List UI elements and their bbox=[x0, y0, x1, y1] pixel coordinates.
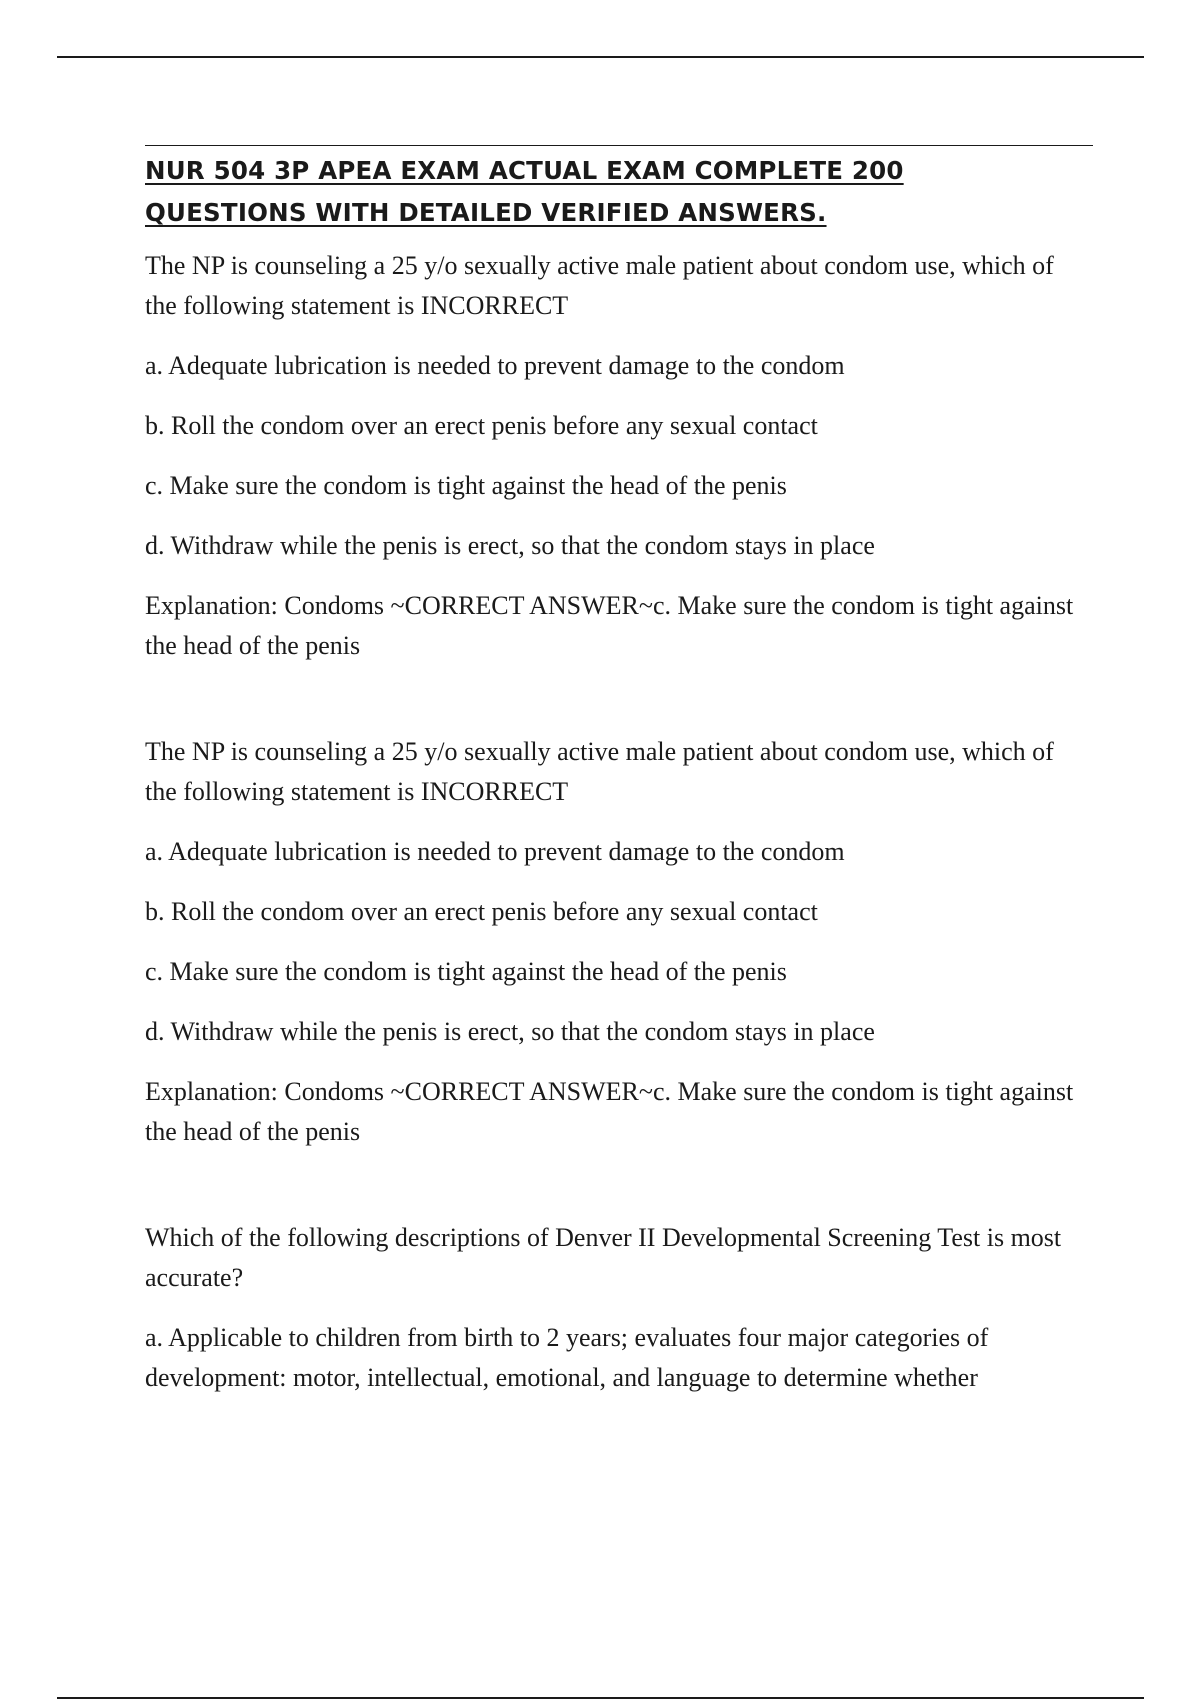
option-a: a. Adequate lubrication is needed to prevent damage to the condom bbox=[145, 351, 845, 380]
page-top-rule bbox=[57, 56, 1144, 58]
block-spacer bbox=[145, 686, 1085, 732]
option-b: b. Roll the condom over an erect penis before any sexual contact bbox=[145, 897, 818, 926]
document-body bbox=[145, 150, 1085, 1418]
option-a: a. Adequate lubrication is needed to prevent damage to the condom bbox=[145, 837, 845, 866]
question-block-2 bbox=[145, 732, 1085, 1152]
document-title bbox=[145, 150, 1085, 234]
option-b: b. Roll the condom over an erect penis before any sexual contact bbox=[145, 411, 818, 440]
title-top-rule bbox=[145, 145, 1093, 146]
question-block-3 bbox=[145, 1218, 1085, 1398]
page-bottom-rule bbox=[57, 1697, 1144, 1699]
option-c: c. Make sure the condom is tight against the head of the penis bbox=[145, 471, 787, 500]
option-d: d. Withdraw while the penis is erect, so that the condom stays in place bbox=[145, 1017, 875, 1046]
question-stem: Which of the following descriptions of Denver II Developmental Screening Test is most accurate? bbox=[145, 1223, 1062, 1292]
explanation: Explanation: Condoms ~CORRECT ANSWER~c. Make sure the condom is tight against the head of the penis bbox=[145, 591, 1074, 660]
title-line-1: NUR 504 3P APEA EXAM ACTUAL EXAM COMPLETE 200 bbox=[145, 156, 904, 185]
explanation: Explanation: Condoms ~CORRECT ANSWER~c. Make sure the condom is tight against the head of the penis bbox=[145, 1077, 1074, 1146]
option-c: c. Make sure the condom is tight against the head of the penis bbox=[145, 957, 787, 986]
block-spacer bbox=[145, 1172, 1085, 1218]
option-d: d. Withdraw while the penis is erect, so that the condom stays in place bbox=[145, 531, 875, 560]
option-a: a. Applicable to children from birth to 2 years; evaluates four major categories of development: motor, intellectual, emotional, and language to determine whether bbox=[145, 1323, 989, 1392]
title-line-2: QUESTIONS WITH DETAILED VERIFIED ANSWERS. bbox=[145, 198, 827, 227]
question-stem: The NP is counseling a 25 y/o sexually active male patient about condom use, which of the following statement is INCORRECT bbox=[145, 251, 1054, 320]
question-stem: The NP is counseling a 25 y/o sexually active male patient about condom use, which of the following statement is INCORRECT bbox=[145, 737, 1054, 806]
question-block-1 bbox=[145, 246, 1085, 666]
